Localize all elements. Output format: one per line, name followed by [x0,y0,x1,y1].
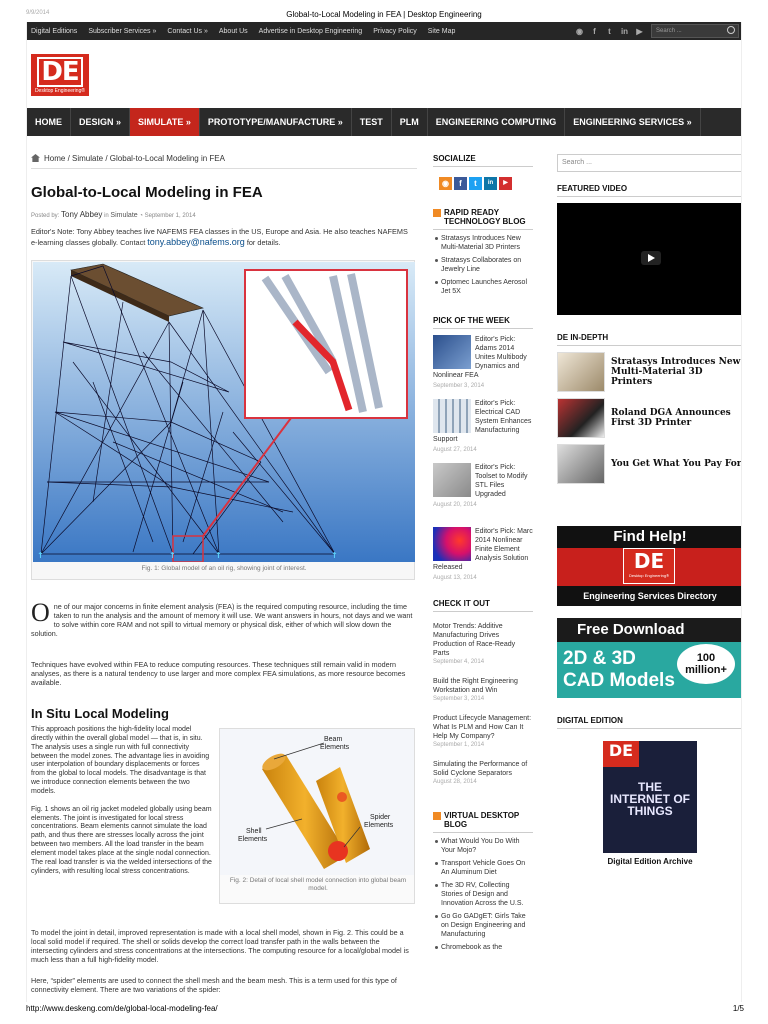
print-title: Global-to-Local Modeling in FEA | Desktop Engineering [286,10,482,19]
print-url: http://www.deskeng.com/de/global-local-modeling-fea/ [26,1004,218,1013]
youtube-icon[interactable]: ▶ [636,26,643,36]
print-date: 9/9/2014 [26,10,50,16]
topbar-link[interactable]: Privacy Policy [373,27,417,35]
topbar-link[interactable]: Digital Editions [31,27,78,35]
svg-text:↑: ↑ [37,551,44,560]
web-page [26,22,742,1002]
post-date: September 1, 2014 [144,213,196,219]
topbar-link[interactable]: Advertise in Desktop Engineering [258,27,363,35]
rss-icon[interactable]: ◉ [439,177,452,190]
site-logo[interactable] [31,54,89,96]
cover-title: THE INTERNET OF THINGS [610,780,690,818]
in-depth-title[interactable]: You Get What You Pay For [611,459,742,469]
pick-date: August 13, 2014 [433,575,477,581]
list-item[interactable]: Stratasys Introduces New Multi-Material 3D Printers [433,234,533,252]
twitter-icon[interactable]: t [469,177,482,190]
featured-video-heading: FEATURED VIDEO [557,184,742,197]
check-title[interactable]: Product Lifecycle Management: What Is PLM and How Can It Help My Company? [433,715,532,740]
editor-note [31,226,415,248]
youtube-icon[interactable]: ▶ [499,177,512,190]
intro-paragraph [31,598,415,638]
oil-rig-model-image [33,262,415,562]
topbar-link[interactable]: Contact Us » [167,27,208,35]
nav-home[interactable]: HOME [27,108,71,136]
pick-item[interactable] [433,463,533,521]
pick-thumbnail[interactable] [433,335,471,369]
drop-cap: O [31,598,50,627]
print-footer [0,1002,768,1024]
svg-text:↑: ↑ [331,551,338,560]
nav-engineering-services[interactable]: ENGINEERING SERVICES » [565,108,700,136]
find-help-logo-sub: Desktop Engineering® [628,573,670,578]
pick-title[interactable]: Editor's Pick: Adams 2014 Unites Multibody Dynamics and Nonlinear FEA [433,336,527,379]
digital-edition-archive-link[interactable]: Digital Edition Archive [607,857,693,866]
author-link[interactable]: Tony Abbey [61,210,103,219]
figure-1 [31,260,415,580]
pick-item[interactable] [433,335,533,393]
socialize-heading: SOCIALIZE [433,154,533,167]
rss-icon[interactable]: ◉ [576,26,583,36]
svg-text:↑: ↑ [169,551,176,560]
pick-title[interactable]: Editor's Pick: Marc 2014 Nonlinear Finite Element Analysis Solution Released [433,528,533,571]
topbar-link[interactable]: Site Map [427,27,456,35]
nav-prototype[interactable]: PROTOTYPE/MANUFACTURE » [200,108,352,136]
spider-elements-label: Spider Elements [364,814,394,829]
pick-title[interactable]: Editor's Pick: Toolset to Modify STL Files Upgraded [475,464,528,498]
check-date: September 1, 2014 [433,742,485,748]
find-help-logo [623,548,675,584]
shell-elements-label: Shell Elements [238,828,268,843]
pick-item[interactable] [433,399,533,457]
meta-in: in [104,213,109,219]
top-search-input[interactable] [651,24,739,38]
logo-tagline: Desktop Engineering® [34,88,86,94]
cad-line-2: CAD Models [563,670,675,691]
in-depth-item[interactable] [557,352,742,392]
paragraph-3a: This approach positions the high-fidelity local model directly within the overall global model — that is, in situ. The analysis uses a single run with full connectivity between the model zones. The advantage lies in avoiding user interpolation of boundary displacements or forces from the global to local models. The disadvantage is that we introduce connection elements between the two models. [31,726,210,795]
cad-models-text [563,648,675,692]
social-icons [439,177,533,190]
in-depth-heading: DE IN-DEPTH [557,333,742,346]
pick-thumbnail[interactable] [433,527,471,561]
paragraph-2: Techniques have evolved within FEA to reduce computing resources. These techniques still remain valid in modern analyses, as there is a natural tendency to use larger and more complex FEA simulations, as more resource becomes available. [31,660,406,687]
cover-logo: DE [603,741,639,767]
rss-icon [433,812,441,820]
topbar-link[interactable]: Subscriber Services » [88,27,157,35]
category-link[interactable]: Simulate [110,212,138,219]
figure-1-caption: Fig. 1: Global model of an oil rig, showing joint of interest. [141,565,307,572]
rapid-ready-heading [433,208,533,230]
twitter-icon[interactable]: t [608,26,611,36]
find-help-logo-letters: DE [633,549,665,573]
intro-text: ne of our major concerns in finite element analysis (FEA) is the required computing resource, including the time taken to run the analysis and the amount of memory it will use. We want answers in hours, not days and we want to solve within core RAM and not spill to virtual memory or physical disk, either of which will slow down the solution. [31,602,413,638]
topbar-social [574,27,645,36]
nav-design[interactable]: DESIGN » [71,108,130,136]
print-page: 1/5 [732,1004,744,1013]
paragraph-4: To model the joint in detail, improved representation is made with a local shell model, shown in Fig. 2. This could be a local solid model if required. The shell or solids develop the correct load transfer path in the walls between the intersecting cylinders and stress concentrations at the intersections. The computing resource for a local/global model is much less than a full high-fidelity model. [31,928,409,964]
sidebar-left [433,154,533,952]
check-item[interactable] [433,760,533,787]
check-title[interactable]: Build the Right Engineering Workstation and Win [433,678,518,694]
facebook-icon[interactable]: f [593,26,596,36]
in-depth-thumbnail[interactable] [557,398,605,438]
paragraph-3b: Fig. 1 shows an oil rig jacket modeled globally using beam elements. The joint is investigated for local stress concentrations. Beam elements cannot simulate the load path, and thus there are stresses locally across the joint between two members. All the load transfer in the beam element model takes place at the single nodal connection. The real load transfer is via the welded intersections of the cylinders, with resulting local stress concentrations. [31,805,212,875]
nav-engineering-computing[interactable]: ENGINEERING COMPUTING [428,108,566,136]
check-item[interactable] [433,677,533,704]
shell-model-image [220,729,414,875]
list-item[interactable]: Go Go GADgET: Girls Take on Design Engineering and Manufacturing [433,912,533,939]
check-title[interactable]: Motor Trends: Additive Manufacturing Drives Production of Race-Ready Parts [433,623,516,657]
figure-2 [219,728,415,904]
list-item[interactable]: The 3D RV, Collecting Stories of Design and Innovation Across the U.S. [433,881,533,908]
check-it-out-heading: CHECK IT OUT [433,599,533,612]
logo-area [27,40,741,108]
check-date: September 3, 2014 [433,696,485,702]
top-bar [27,22,741,40]
home-icon[interactable] [31,154,40,162]
editor-note-text: Editor's Note: Tony Abbey teaches live NAFEMS FEA classes in the US, Europe and Asia. He also teaches NAFEMS e-learning classes globally. Contact [31,227,408,247]
pick-thumbnail[interactable] [433,399,471,433]
facebook-icon[interactable]: f [454,177,467,190]
pick-date: August 20, 2014 [433,502,477,508]
check-date: September 4, 2014 [433,659,485,665]
pick-title[interactable]: Editor's Pick: Electrical CAD System Enhances Manufacturing Support [433,400,532,443]
pick-of-week-heading: PICK OF THE WEEK [433,316,533,329]
digital-edition-heading: DIGITAL EDITION [557,716,742,729]
check-date: August 28, 2014 [433,779,477,785]
print-header [0,0,768,22]
linkedin-icon[interactable]: in [484,177,497,190]
svg-text:↑: ↑ [215,551,222,560]
pick-item[interactable] [433,527,533,585]
nav-test[interactable]: TEST [352,108,392,136]
list-item[interactable]: Chromebook as the [433,943,533,952]
in-depth-thumbnail[interactable] [557,444,605,484]
rss-icon [433,209,441,217]
article-title: Global-to-Local Modeling in FEA [31,184,263,201]
pick-date: September 3, 2014 [433,383,485,389]
clock-icon: ◔ [139,213,143,219]
digital-edition-cover[interactable] [603,741,697,853]
search-icon[interactable] [727,26,735,34]
find-help-title: Find Help! [557,526,742,548]
in-depth-item[interactable] [557,444,742,484]
in-depth-title[interactable]: Stratasys Introduces New Multi-Material 3D Printers [611,357,741,387]
in-depth-item[interactable] [557,398,742,438]
pick-thumbnail[interactable] [433,463,471,497]
breadcrumb[interactable] [31,154,225,163]
posted-by: Posted by: [31,213,60,219]
list-item[interactable]: Stratasys Collaborates on Jewelry Line [433,256,533,274]
list-item[interactable]: Optomec Launches Aerosol Jet 5X [433,278,533,296]
video-player[interactable] [557,203,742,315]
article-meta [31,210,196,219]
section-heading: In Situ Local Modeling [31,706,169,721]
beam-elements-label: Beam Elements [320,736,350,751]
check-item[interactable] [433,714,533,750]
divider [31,168,417,169]
sidebar-search-input[interactable]: Search ... [557,154,742,172]
nav-plm[interactable]: PLM [392,108,428,136]
paragraph-3 [31,726,213,877]
figure-2-caption: Fig. 2: Detail of local shell model connection into global beam model. [229,877,407,892]
find-help-banner[interactable] [557,526,742,606]
search-placeholder: Search ... [656,28,682,34]
rapid-ready-title: RAPID READY TECHNOLOGY BLOG [444,208,526,226]
list-item[interactable]: What Would You Do With Your Mojo? [433,837,533,855]
linkedin-icon[interactable]: in [620,26,629,36]
breadcrumb-text[interactable]: Home / Simulate / Global-to-Local Modeling in FEA [44,154,225,163]
paragraph-5: Here, “spider” elements are used to connect the shell mesh and the beam mesh. This is a term used for this type of connectivity element. There are two variations of the spider: [31,976,397,994]
topbar-link[interactable]: About Us [218,27,248,35]
nav-simulate[interactable]: SIMULATE » [130,108,200,136]
main-nav [27,108,741,136]
virtual-desktop-heading [433,811,533,833]
editor-note-tail: for details. [246,238,281,247]
play-icon[interactable] [641,251,661,265]
check-title[interactable]: Simulating the Performance of Solid Cyclone Separators [433,761,528,777]
in-depth-thumbnail[interactable] [557,352,605,392]
free-download-title: Free Download [557,618,742,642]
logo-letters: DE [37,57,83,87]
pick-date: August 27, 2014 [433,447,477,453]
million-badge: 100 million+ [677,644,735,684]
cad-line-1: 2D & 3D [563,648,636,669]
list-item[interactable]: Transport Vehicle Goes On An Aluminum Diet [433,859,533,877]
author-email-link[interactable]: tony.abbey@nafems.org [147,237,245,247]
find-help-subtitle: Engineering Services Directory [557,586,742,606]
in-depth-title[interactable]: Roland DGA Announces First 3D Printer [611,408,731,428]
check-item[interactable] [433,622,533,667]
free-download-banner[interactable] [557,618,742,698]
virtual-desktop-title: VIRTUAL DESKTOP BLOG [444,811,520,829]
sidebar-right [557,154,742,866]
